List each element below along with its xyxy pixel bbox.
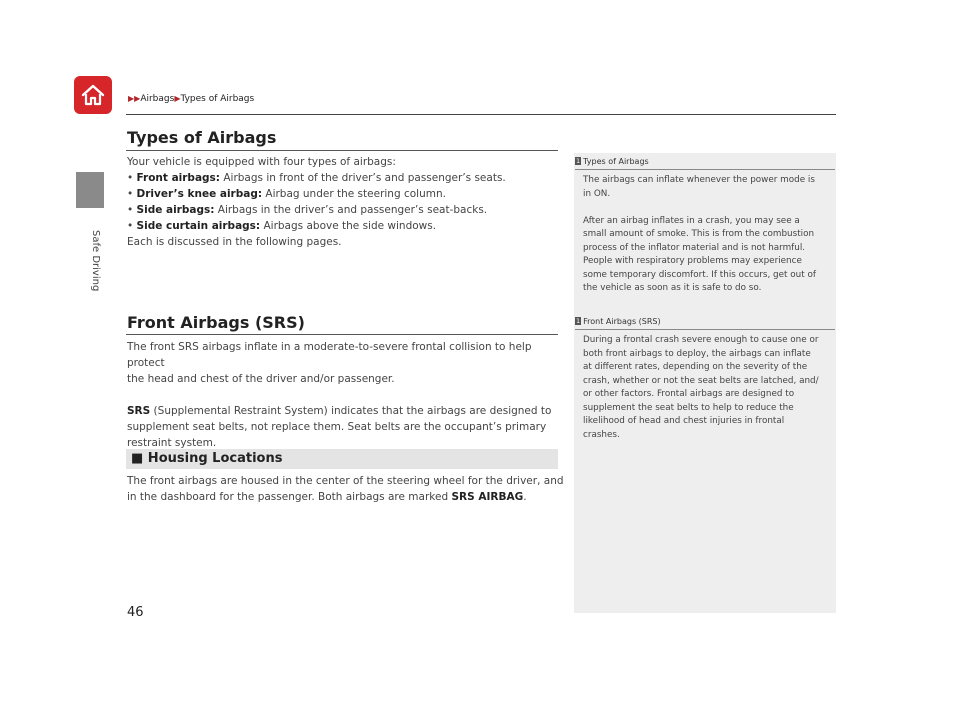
subsection-header-housing: ■ Housing Locations xyxy=(126,449,558,469)
breadcrumb-link-types[interactable]: Types of Airbags xyxy=(180,94,255,104)
section-title-underline xyxy=(126,334,558,335)
paragraph-line: supplement seat belts, not replace them. Seat belts are the occupant’s primary xyxy=(127,421,547,433)
section-side-label: Safe Driving xyxy=(90,230,101,292)
section-title-types: Types of Airbags xyxy=(127,128,277,147)
paragraph-line: the head and chest of the driver and/or passenger. xyxy=(127,373,395,385)
paragraph-line: The front airbags are housed in the center of the steering wheel for the driver, and xyxy=(127,475,564,487)
note-types-of-airbags xyxy=(575,157,835,296)
note-divider xyxy=(575,169,835,170)
list-item: • Side curtain airbags: Airbags above the side windows. xyxy=(127,220,437,232)
note-title: 1 Types of Airbags xyxy=(576,157,649,166)
note-front-airbags xyxy=(575,317,835,442)
breadcrumb-arrow-icon: ▶▶ xyxy=(128,94,141,103)
paragraph-line: restraint system. xyxy=(127,437,217,449)
types-intro: Your vehicle is equipped with four types of airbags: xyxy=(127,156,396,168)
page-number: 46 xyxy=(127,605,144,620)
list-item: • Side airbags: Airbags in the driver’s and passenger’s seat-backs. xyxy=(127,204,488,216)
breadcrumb-separator-icon: ▶ xyxy=(174,94,181,103)
types-outro: Each is discussed in the following pages. xyxy=(127,236,342,248)
breadcrumb xyxy=(128,94,254,104)
paragraph-line: in the dashboard for the passenger. Both airbags are marked SRS AIRBAG. xyxy=(127,491,527,503)
section-title-underline xyxy=(126,150,558,151)
breadcrumb-link-airbags[interactable]: Airbags xyxy=(140,94,175,104)
types-body xyxy=(127,154,567,250)
note-body: The airbags can inflate whenever the power mode is in ON. After an airbag inflates in a crash, you may see a small amount of smoke. This is from the combustion process of the inflator material and is not harmful. People with respiratory problems may experience some temporary discomfort. If this occurs, get out of the vehicle as soon as it is safe to do so. xyxy=(583,175,816,293)
note-title: 1 Front Airbags (SRS) xyxy=(576,317,661,326)
home-icon xyxy=(80,82,106,108)
list-item: • Driver’s knee airbag: Airbag under the steering column. xyxy=(127,188,446,200)
header-divider xyxy=(126,114,836,115)
note-divider xyxy=(575,329,835,330)
paragraph-line: The front SRS airbags inflate in a moderate-to-severe frontal collision to help protect xyxy=(127,341,532,369)
paragraph-line: SRS (Supplemental Restraint System) indicates that the airbags are designed to xyxy=(127,405,552,417)
home-button[interactable] xyxy=(74,76,112,114)
front-body xyxy=(127,339,567,451)
housing-body xyxy=(127,473,567,505)
list-item: • Front airbags: Airbags in front of the driver’s and passenger’s seats. xyxy=(127,172,506,184)
note-body: During a frontal crash severe enough to cause one or both front airbags to deploy, the airbags can inflate at different rates, depending on the severity of the crash, whether or not the seat belts are latched, and/ or other factors. Frontal airbags are designed to supplement the seat belts to help to reduce the likelihood of head and chest injuries in frontal crashes. xyxy=(583,335,819,440)
section-tab[interactable] xyxy=(76,172,104,208)
section-title-front-airbags: Front Airbags (SRS) xyxy=(127,313,305,332)
